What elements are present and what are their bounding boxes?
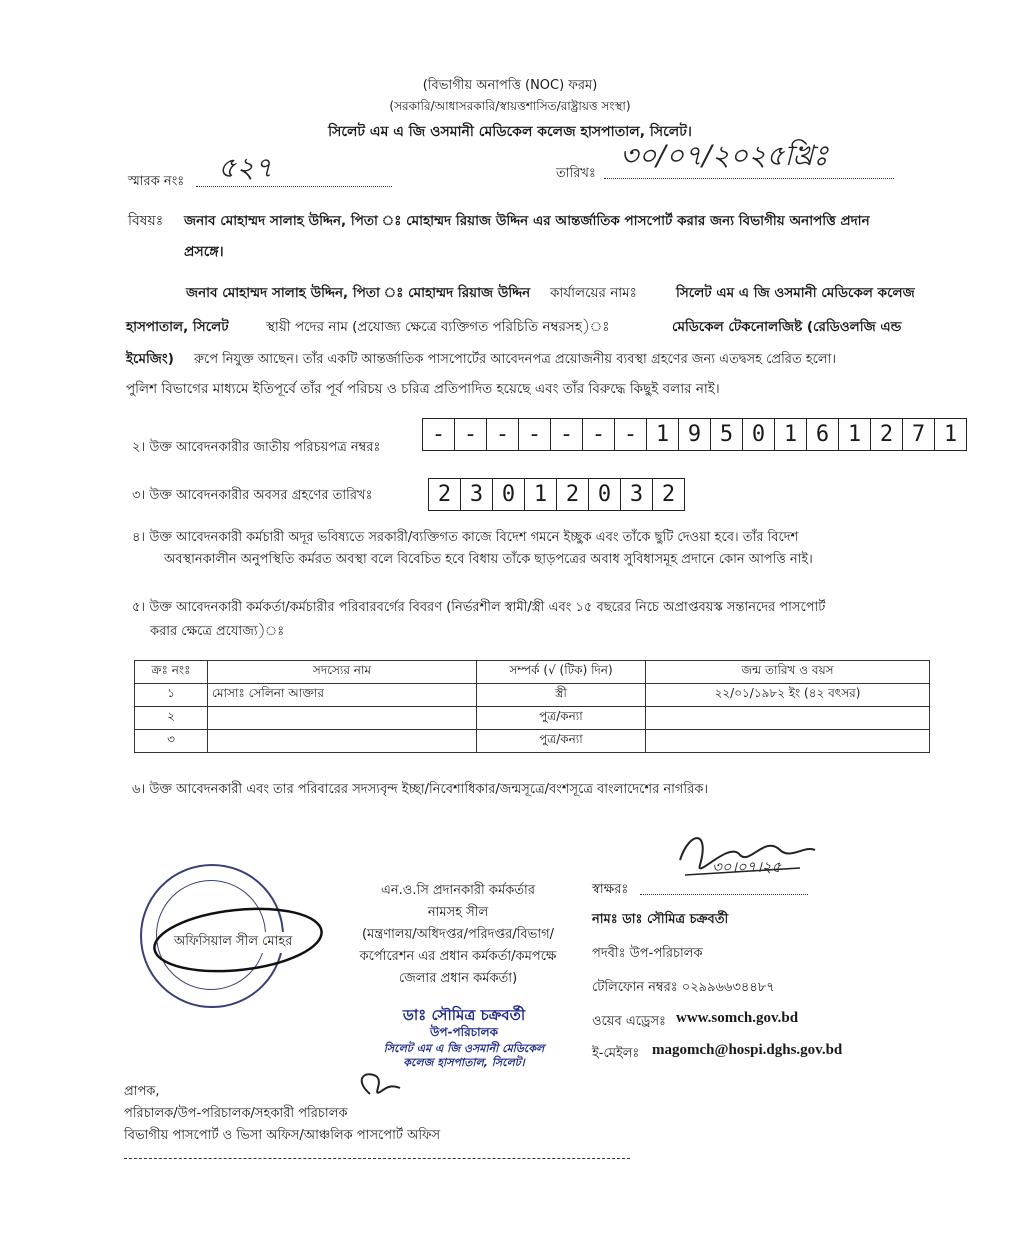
stamp-name: ডাঃ সৌমিত্র চক্রবর্তী xyxy=(402,1006,526,1024)
retirement-digit: 2 xyxy=(557,479,589,510)
subject-line-1: জনাব মোহাম্মদ সালাহ উদ্দিন, পিতা ঃ মোহাম্মদ রিয়াজ উদ্দিন এর আন্তর্জাতিক পাসপোর্ট করার জন্য বিভাগীয় অনাপত্তি প্রদান xyxy=(184,213,870,229)
retirement-digit: 0 xyxy=(589,479,621,510)
item4-line-2: অবস্থানকালীন অনুপস্থিতি কর্মরত অবস্থা বলে বিবেচিত হবে বিধায় তাঁকে ছাড়পত্রের অবাধ সুবিধাসমূহ প্রদানে কোন আপত্তি নাই। xyxy=(164,552,813,567)
cell-name xyxy=(208,707,477,730)
seal-text-line: কর্পোরেশন এর প্রধান কর্মকর্তা/কমপক্ষে xyxy=(359,949,557,964)
cell-relation: পুত্র/কন্যা xyxy=(477,707,646,730)
family-table xyxy=(134,660,930,753)
nid-digit: 0 xyxy=(743,419,775,450)
item5-line-2: করার ক্ষেত্রে প্রযোজ্য)ঃ xyxy=(150,624,285,639)
col-header: জন্ম তারিখ ও বয়স xyxy=(646,661,930,684)
subject-label: বিষয়ঃ xyxy=(128,213,164,229)
recipient-line-2: বিভাগীয় পাসপোর্ট ও ভিসা অফিস/আঞ্চলিক পাসপোর্ট অফিস xyxy=(124,1128,441,1143)
body-line-4: পুলিশ বিভাগের মাধ্যমে ইতিপূর্বে তাঁর পূর্ব পরিচয় ও চরিত্র প্রতিপাদিত হয়েছে এবং তাঁর বিরুদ্ধে কিছুই বলার নাই। xyxy=(126,381,720,397)
email-label: ই-মেইলঃ xyxy=(592,1046,640,1061)
nid-digit: - xyxy=(423,419,455,450)
nid-boxes xyxy=(422,418,967,451)
cell-sl: ৩ xyxy=(135,730,208,753)
nid-digit: 9 xyxy=(679,419,711,450)
stamp-org-line-2: কলেজ হাসপাতাল, সিলেট। xyxy=(403,1056,525,1069)
table-row xyxy=(135,684,930,707)
col-header: সদস্যের নাম xyxy=(208,661,477,684)
date-label: তারিখঃ xyxy=(556,166,596,181)
item4-line-1: ৪। উক্ত আবেদনকারী কর্মচারী অদূর ভবিষ্যতে সরকারী/ব্যক্তিগত কাজে বিদেশ গমনে ইচ্ছুক এবং তাঁকে ছুটি দেওয়া হবে। তাঁর বিদেশ xyxy=(132,530,799,545)
office-name: সিলেট এম এ জি ওসমানী মেডিকেল কলেজ xyxy=(676,285,915,301)
signer-phone: টেলিফোন নম্বরঃ ০২৯৯৬৬৩৪৪৮৭ xyxy=(592,980,775,995)
subject-line-2: প্রসঙ্গে। xyxy=(184,244,224,260)
retirement-digit: 2 xyxy=(661,482,676,507)
recipient-dashed-line xyxy=(124,1158,630,1159)
cell-sl: ১ xyxy=(135,684,208,707)
nid-digit: - xyxy=(487,419,519,450)
retirement-label: ৩। উক্ত আবেদনকারীর অবসর গ্রহণের তারিখঃ xyxy=(132,488,373,503)
nid-digit: 1 xyxy=(647,419,679,450)
retirement-digit: 2 xyxy=(429,479,461,510)
nid-digit: 1 xyxy=(775,419,807,450)
nid-digit: 5 xyxy=(711,419,743,450)
retirement-digit: 3 xyxy=(461,479,493,510)
org-types: (সরকারি/আধাসরকারি/স্বায়ত্তশাসিত/রাষ্ট্রায়ত্ত সংস্থা) xyxy=(389,99,631,113)
stamp-org-line-1: সিলেট এম এ জি ওসমানী মেডিকেল xyxy=(383,1042,545,1055)
institution-name: সিলেট এম এ জি ওসমানী মেডিকেল কলেজ হাসপাতাল, সিলেট। xyxy=(328,124,692,140)
body-line-3: রুপে নিযুক্ত আছেন। তাঁর একটি আন্তর্জাতিক পাসপোর্টের আবেদনপত্র প্রয়োজনীয় ব্যবস্থা গ্রহণের জন্য এতদ্বসহ প্রেরিত হলো। xyxy=(194,352,836,367)
item5-line-1: ৫। উক্ত আবেদনকারী কর্মকর্তা/কর্মচারীর পরিবারবর্গের বিবরণ (নির্ভরশীল স্বামী/স্ত্রী এবং ১৫ বছরের নিচে অপ্রাপ্তবয়স্ক সন্তানদের পাসপোর্ট xyxy=(132,600,826,615)
applicant-name: জনাব মোহাম্মদ সালাহ উদ্দিন, পিতা ঃ মোহাম্মদ রিয়াজ উদ্দিন xyxy=(186,285,531,301)
seal-text-line: এন.ও.সি প্রদানকারী কর্মকর্তার xyxy=(381,883,535,898)
cell-relation: পুত্র/কন্যা xyxy=(477,730,646,753)
nid-digit: - xyxy=(615,419,647,450)
nid-digit: - xyxy=(455,419,487,450)
sign-dotted-line xyxy=(640,894,808,895)
post-label: স্থায়ী পদের নাম (প্রযোজ্য ক্ষেত্রে ব্যক্তিগত পরিচিতি নম্বরসহ)ঃ xyxy=(266,319,610,335)
office-seal-label: অফিসিয়াল সীল মোহর xyxy=(172,932,294,953)
date-value: ৩০/০৭/২০২৫খ্রিঃ xyxy=(620,139,829,172)
cell-dob xyxy=(646,730,930,753)
nid-digit: - xyxy=(551,419,583,450)
recipient-label: প্রাপক, xyxy=(124,1084,160,1099)
item6-text: ৬। উক্ত আবেদনকারী এবং তার পরিবারের সদস্যবৃন্দ ইচ্ছা/নিবেশাধিকার/জন্মসূত্রে/বংশসূত্রে বাংলাদেশের নাগরিক। xyxy=(132,782,709,797)
table-header-row xyxy=(135,661,930,684)
sign-label: স্বাক্ষরঃ xyxy=(592,882,629,897)
email-address: magomch@hospi.dghs.gov.bd xyxy=(652,1042,843,1058)
cell-sl: ২ xyxy=(135,707,208,730)
nid-digit: 1 xyxy=(943,422,958,447)
nid-digit: - xyxy=(583,419,615,450)
cell-name xyxy=(208,730,477,753)
seal-text-line: (মন্ত্রণালয়/অধিদপ্তর/পরিদপ্তর/বিভাগ/ xyxy=(361,927,555,942)
web-address: www.somch.gov.bd xyxy=(676,1010,799,1026)
cell-dob: ২২/০১/১৯৮২ ইং (৪২ বৎসর) xyxy=(646,684,930,707)
office-city: হাসপাতাল, সিলেট xyxy=(126,319,229,335)
post-name: মেডিকেল টেকনোলজিষ্ট (রেডিওলজি এন্ড xyxy=(672,319,902,335)
noc-officer-seal-text xyxy=(338,880,578,990)
form-title: (বিভাগীয় অনাপত্তি (NOC) ফরম) xyxy=(422,78,598,93)
memo-label: স্মারক নংঃ xyxy=(128,174,185,189)
office-label: কার্যালয়ের নামঃ xyxy=(550,285,637,301)
nid-digit: 1 xyxy=(839,419,871,450)
recipient-line-1: পরিচালক/উপ-পরিচালক/সহকারী পরিচালক xyxy=(124,1106,348,1121)
post-name-cont: ইমেজিং) xyxy=(126,351,174,367)
nid-digit: 6 xyxy=(807,419,839,450)
table-row xyxy=(135,730,930,753)
nid-label: ২। উক্ত আবেদনকারীর জাতীয় পরিচয়পত্র নম্বরঃ xyxy=(132,440,381,455)
cell-dob xyxy=(646,707,930,730)
seal-text-line: জেলার প্রধান কর্মকর্তা) xyxy=(398,971,518,986)
retirement-boxes xyxy=(428,478,685,511)
memo-number: ৫২৭ xyxy=(218,151,273,184)
retirement-digit: 0 xyxy=(493,479,525,510)
seal-text-line: নামসহ সীল xyxy=(427,905,489,920)
col-header: ক্রঃ নংঃ xyxy=(135,661,208,684)
cell-relation: স্ত্রী xyxy=(477,684,646,707)
nid-digit: 7 xyxy=(903,419,935,450)
nid-digit: 2 xyxy=(871,419,903,450)
retirement-digit: 3 xyxy=(621,479,653,510)
signer-name: নামঃ ডাঃ সৌমিত্র চক্রবর্তী xyxy=(592,912,729,927)
web-label: ওয়েব এড্রেসঃ xyxy=(592,1014,666,1029)
nid-digit: - xyxy=(519,419,551,450)
retirement-digit: 1 xyxy=(525,479,557,510)
initial-scribble xyxy=(350,1066,410,1100)
signer-designation: পদবীঃ উপ-পরিচালক xyxy=(592,946,703,961)
signature-date: ৩০।০৭।২৫ xyxy=(712,858,782,876)
cell-name: মোসাঃ সেলিনা আক্তার xyxy=(208,684,477,707)
table-row xyxy=(135,707,930,730)
stamp-title: উপ-পরিচালক xyxy=(430,1025,498,1039)
col-header: সম্পর্ক (√ (টিক) দিন) xyxy=(477,661,646,684)
